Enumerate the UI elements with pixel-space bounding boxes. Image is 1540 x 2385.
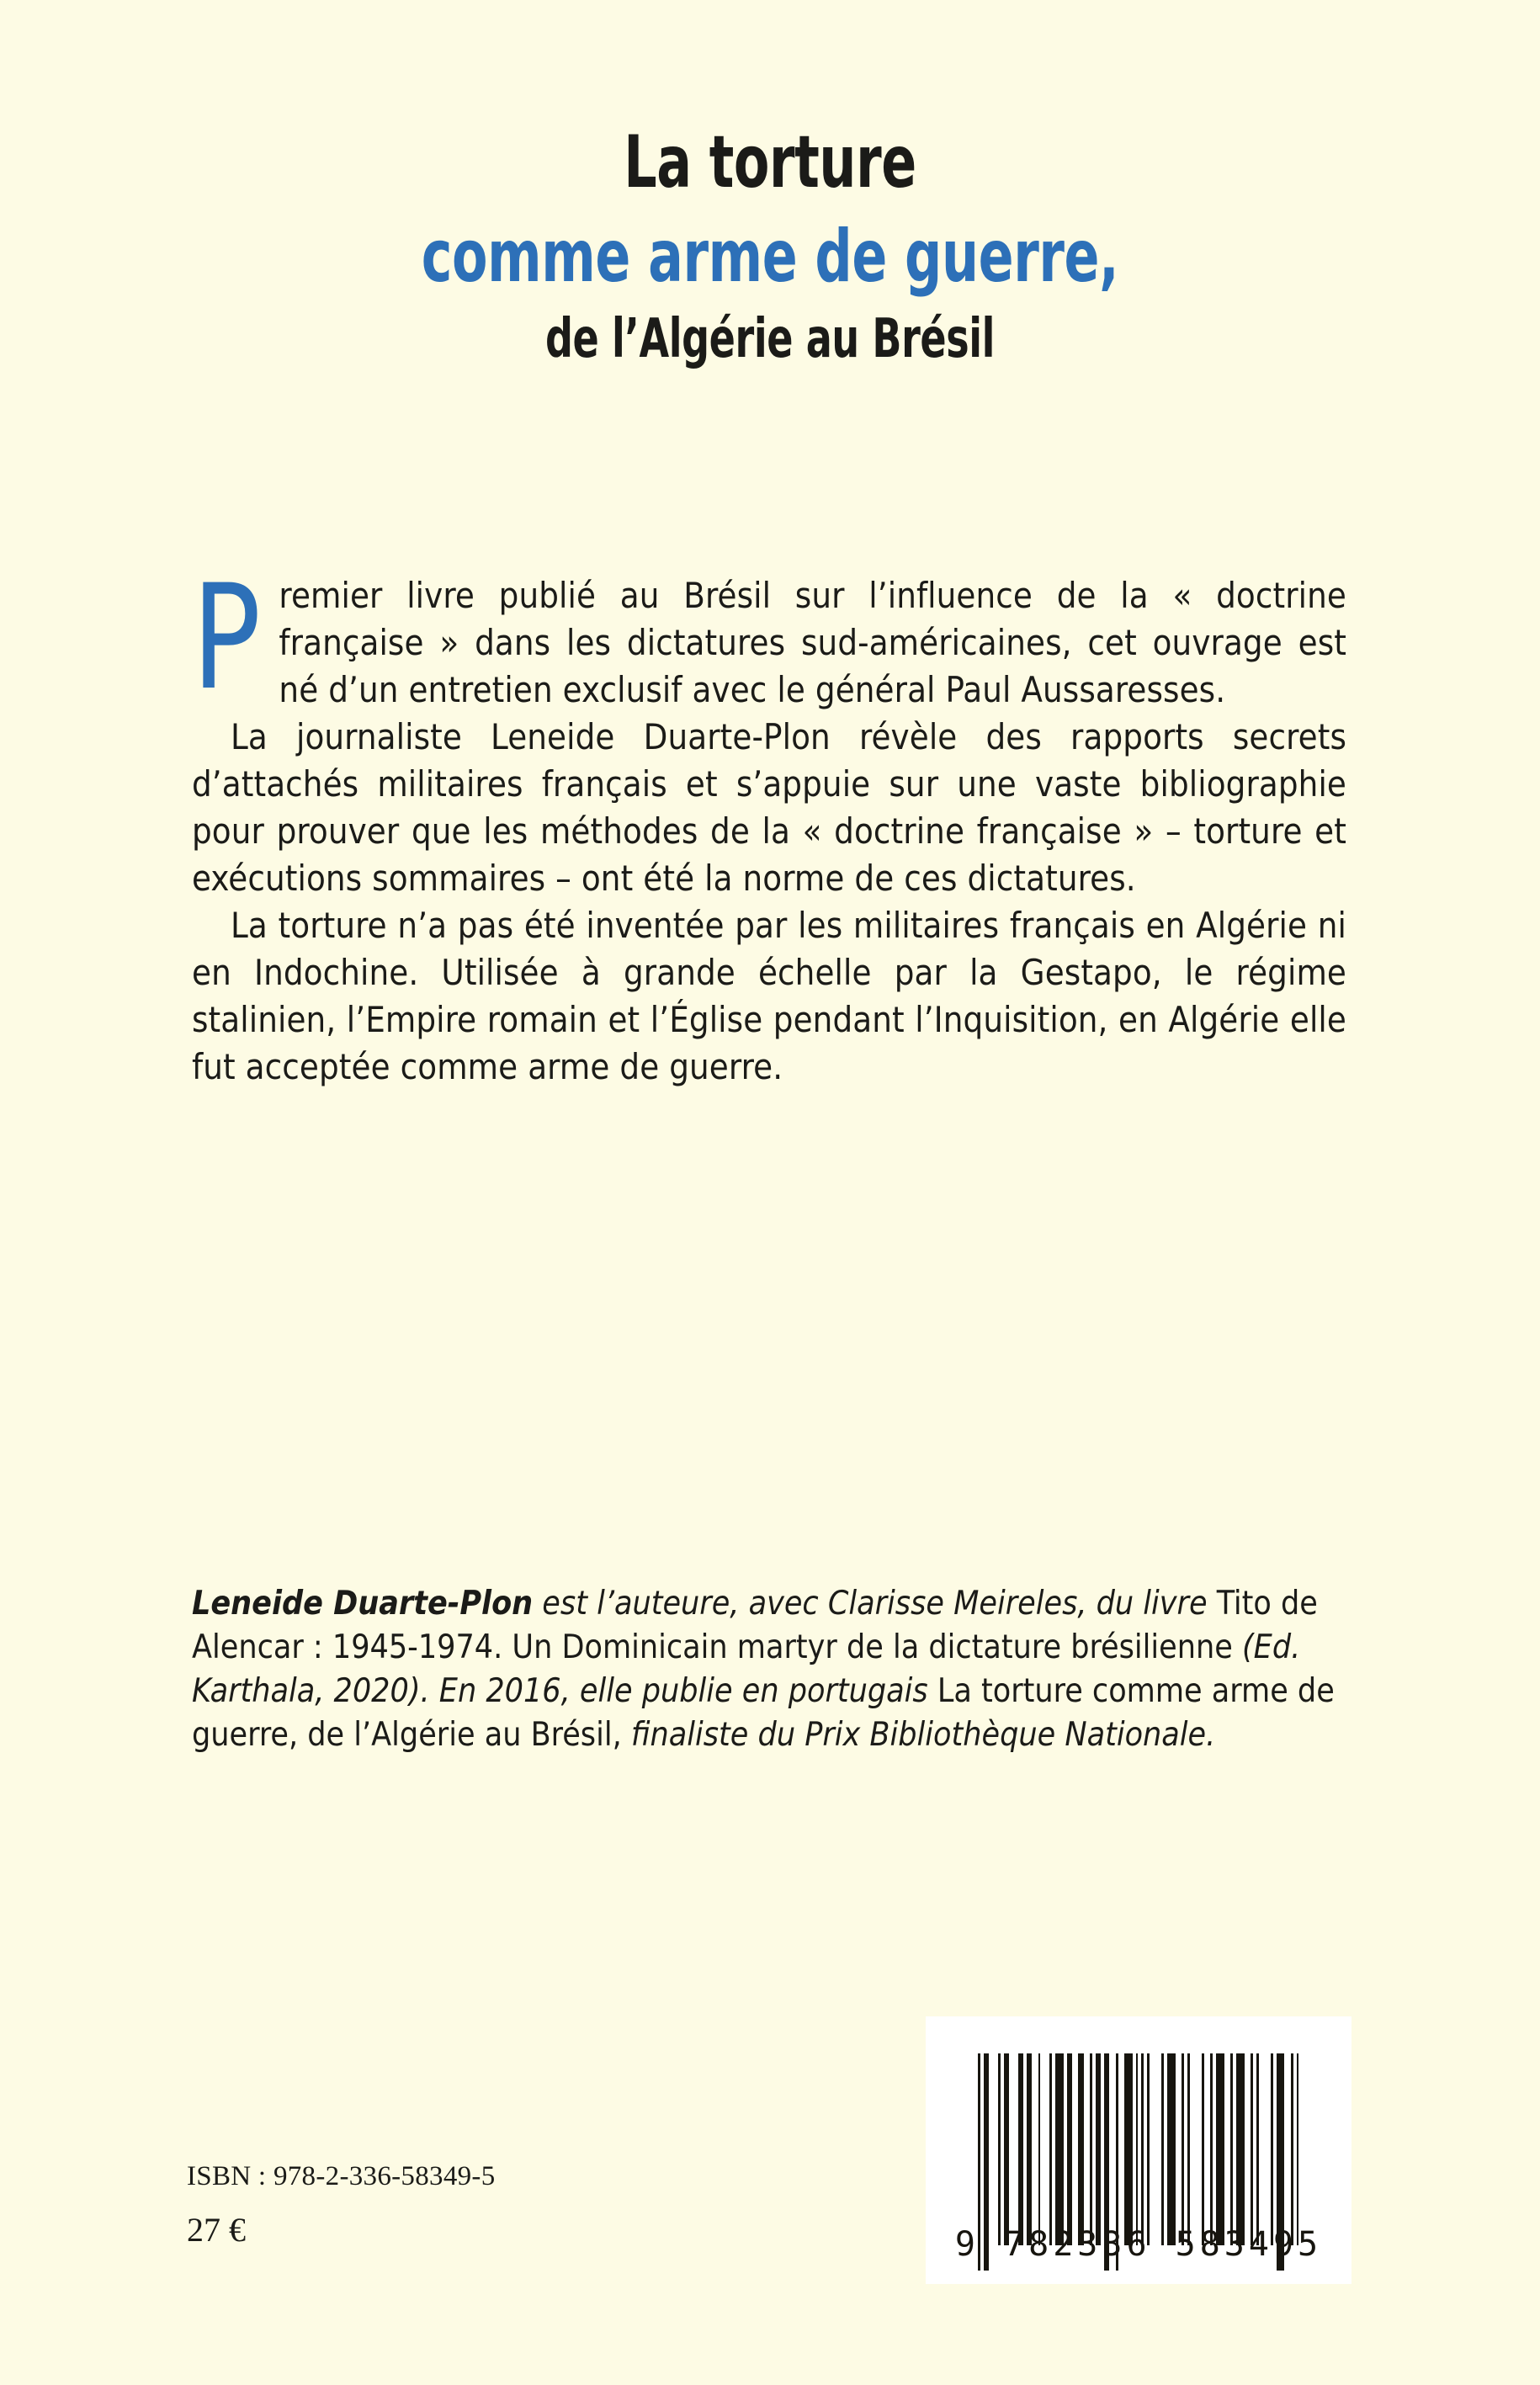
bio-segment-2: Tito de Alencar : 1945-1974. Un Dominicain martyr de la dictature brésilienne <box>192 1585 1318 1666</box>
bio-segment-5: finaliste du Prix Bibliothèque Nationale. <box>630 1716 1216 1754</box>
blurb-paragraph-3: La torture n’a pas été inventée par les militaires français en Algérie ni en Indochine. Utilisée à grande échelle par la Gestapo, le régime stalinien, l’Empire romain et l’Église pendant l’Inquisition, en Algérie elle fut acceptée comme arme de guerre. <box>192 905 1346 1087</box>
price-text: 27 € <box>187 2211 246 2249</box>
isbn-text: ISBN : 978-2-336-58349-5 <box>187 2161 496 2191</box>
blurb-paragraph-1 <box>192 553 1346 722</box>
barcode <box>926 2016 1351 2284</box>
barcode-digits: 9 782336 583495 <box>954 2225 1323 2264</box>
book-title-line-3: de l’Algérie au Brésil <box>544 308 996 371</box>
book-title-line-2: comme arme de guerre, <box>421 214 1119 299</box>
author-bio <box>192 1582 1346 1757</box>
drop-cap-p: P <box>192 553 262 722</box>
bio-segment-1: est l’auteure, avec Clarisse Meireles, du livre <box>533 1585 1217 1623</box>
barcode-bars <box>978 2053 1299 2245</box>
blurb-paragraph-1-text: remier livre publié au Brésil sur l’influence de la « doctrine française » dans les dictatures sud-américaines, cet ouvrage est né d’un entretien exclusif avec le général Paul Aussaresses. <box>279 575 1346 710</box>
author-name: Leneide Duarte-Plon <box>192 1585 534 1623</box>
blurb-paragraph-2: La journaliste Leneide Duarte-Plon révèle des rapports secrets d’attachés militaires français et s’appuie sur une vaste bibliographie pour prouver que les méthodes de la « doctrine française » – torture et exécutions sommaires – ont été la norme de ces dictatures. <box>192 716 1346 899</box>
title-block <box>0 120 1540 371</box>
bio-segment-3: (Ed. Karthala, 2020). En 2016, elle publie en portugais <box>192 1628 1301 1710</box>
blurb-text <box>192 553 1346 1091</box>
bio-segment-4: La torture comme arme de guerre, de l’Algérie au Brésil, <box>192 1672 1335 1754</box>
book-title-line-1: La torture <box>624 120 916 205</box>
